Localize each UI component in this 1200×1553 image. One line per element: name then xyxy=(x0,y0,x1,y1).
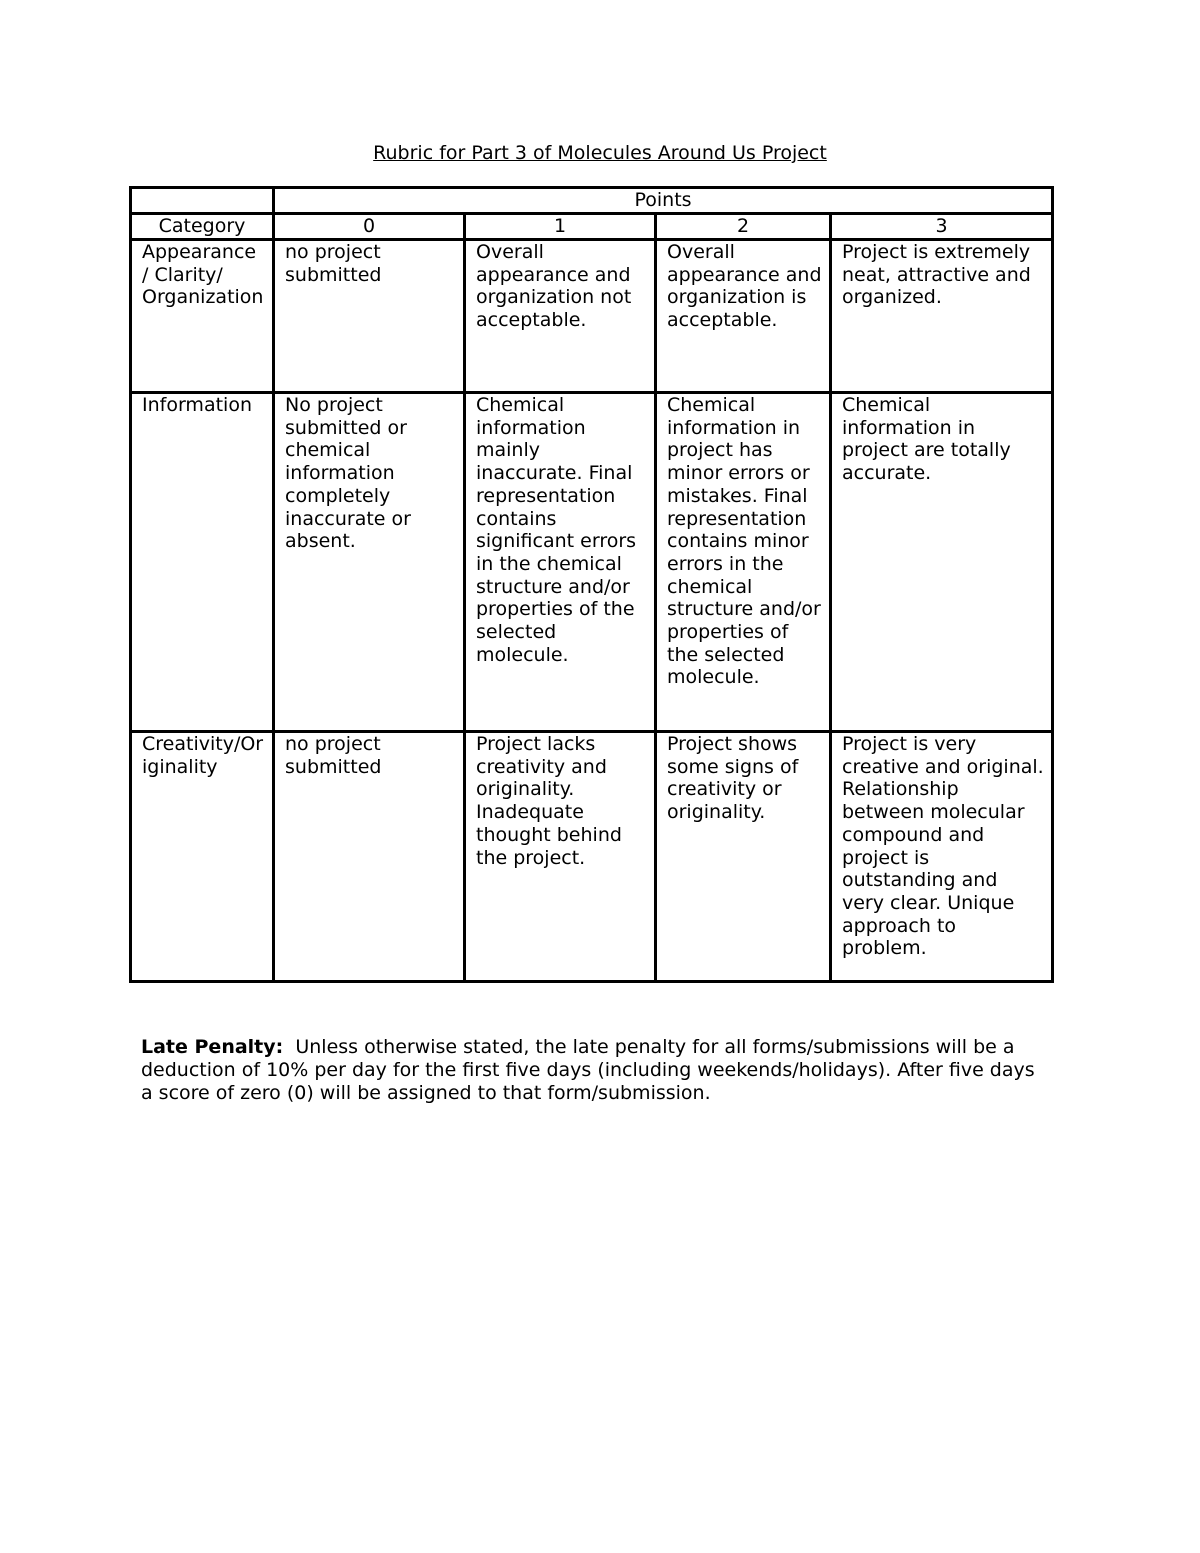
table-row xyxy=(131,240,1053,393)
criteria-cell: Project lacks creativity and originality. Inadequate thought behind the project. xyxy=(465,732,656,982)
criteria-cell: no project submitted xyxy=(274,732,465,982)
points-header: Points xyxy=(274,188,1053,214)
category-cell: Creativity/Originality xyxy=(131,732,274,982)
score-header-3: 3 xyxy=(831,214,1053,240)
category-header: Category xyxy=(131,214,274,240)
criteria-cell: Chemical information in project are totally accurate. xyxy=(831,393,1053,732)
criteria-cell: No project submitted or chemical information completely inaccurate or absent. xyxy=(274,393,465,732)
criteria-cell: Project shows some signs of creativity or originality. xyxy=(656,732,831,982)
score-header-1: 1 xyxy=(465,214,656,240)
category-cell: Information xyxy=(131,393,274,732)
page-title: Rubric for Part 3 of Molecules Around Us Project xyxy=(373,142,827,164)
criteria-cell: Chemical information mainly inaccurate. Final representation contains significant errors in the chemical structure and/or properties of the selected molecule. xyxy=(465,393,656,732)
late-penalty-text: Unless otherwise stated, the late penalty for all forms/submissions will be a deduction of 10% per day for the first five days (including weekends/holidays). After five days a score of zero (0) will be assigned to that form/submission. xyxy=(141,1036,1035,1104)
table-row xyxy=(131,732,1053,982)
empty-header-cell xyxy=(131,188,274,214)
criteria-cell: Project is very creative and original. Relationship between molecular compound and project is outstanding and very clear. Unique approach to problem. xyxy=(831,732,1053,982)
rubric-table xyxy=(129,186,1054,983)
criteria-cell: Project is extremely neat, attractive and organized. xyxy=(831,240,1053,393)
late-penalty-label: Late Penalty: xyxy=(141,1036,284,1058)
criteria-cell: Overall appearance and organization not acceptable. xyxy=(465,240,656,393)
category-cell: Appearance / Clarity/ Organization xyxy=(131,240,274,393)
criteria-cell: Overall appearance and organization is acceptable. xyxy=(656,240,831,393)
score-header-2: 2 xyxy=(656,214,831,240)
late-penalty-paragraph xyxy=(141,1036,1051,1105)
table-row xyxy=(131,393,1053,732)
points-header-row xyxy=(131,188,1053,214)
score-header-0: 0 xyxy=(274,214,465,240)
criteria-cell: no project submitted xyxy=(274,240,465,393)
criteria-cell: Chemical information in project has minor errors or mistakes. Final representation contains minor errors in the chemical structure and/or properties of the selected molecule. xyxy=(656,393,831,732)
score-header-row xyxy=(131,214,1053,240)
